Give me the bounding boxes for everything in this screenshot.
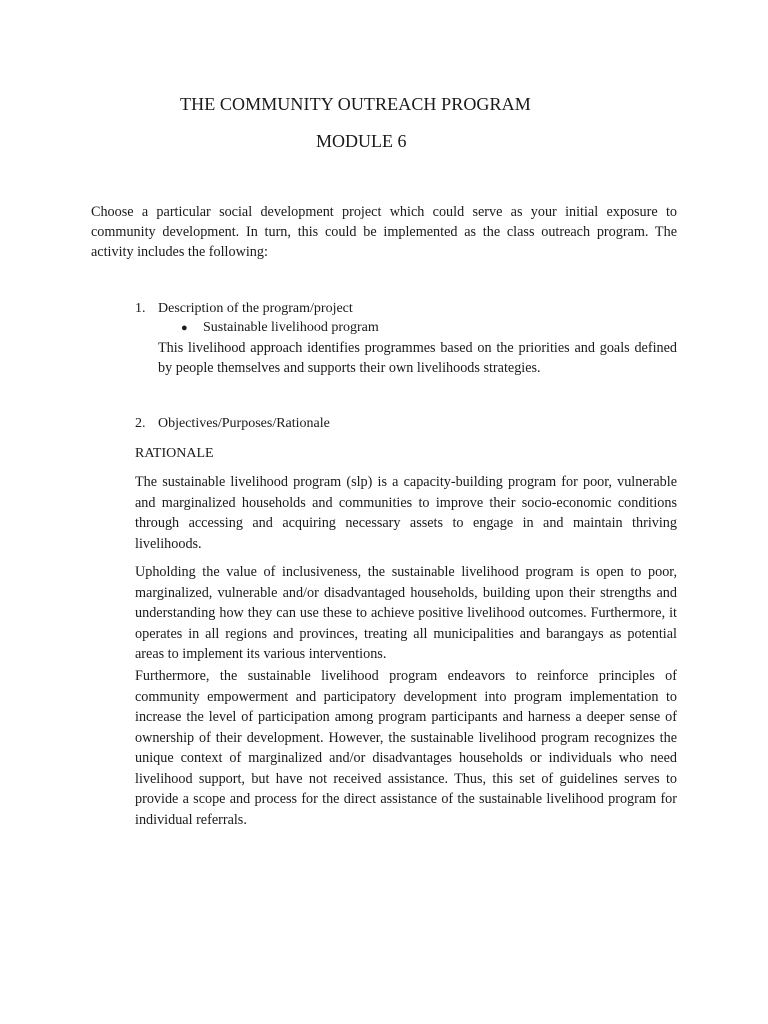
list-item-number: 1.	[135, 301, 146, 316]
module-heading: MODULE 6	[316, 131, 407, 151]
rationale-paragraph: Furthermore, the sustainable livelihood program endeavors to reinforce principles of community empowerment and participatory development into program implementation to increase the level of participation among program participants and harness a deeper sense of ownership of their development. However, the sustainable livelihood program recognizes the unique context of marginalized and/or disadvantages households or individuals who need livelihood support, but have not received assistance. Thus, this set of guidelines serves to provide a scope and process for the direct assistance of the sustainable livelihood program for individual referrals.	[135, 668, 677, 828]
list-item-label: Description of the program/project	[158, 301, 353, 316]
program-description: This livelihood approach identifies programmes based on the priorities and goals defined by people themselves and supports their own livelihoods strategies.	[158, 340, 677, 376]
rationale-heading: RATIONALE	[135, 446, 214, 461]
bullet-item-label: Sustainable livelihood program	[203, 320, 379, 335]
rationale-paragraph: Upholding the value of inclusiveness, the sustainable livelihood program is open to poor, marginalized, vulnerable and/or disadvantaged households, building upon their strengths and understanding how they can use these to achieve positive livelihood outcomes. Furthermore, it operates in all regions and provinces, treating all municipalities and barangays as potential areas to implement its various interventions.	[135, 564, 677, 662]
bullet-icon: ●	[181, 322, 188, 334]
list-item-number: 2.	[135, 416, 146, 431]
rationale-paragraph: The sustainable livelihood program (slp) is a capacity-building program for poor, vulnerable and marginalized households and communities to improve their socio-economic conditions through accessing and acquiring necessary assets to engage in and maintain thriving livelihoods.	[135, 474, 677, 552]
intro-paragraph: Choose a particular social development project which could serve as your initial exposure to community development. In turn, this could be implemented as the class outreach program. The activity includes the following:	[91, 204, 677, 260]
document-title: THE COMMUNITY OUTREACH PROGRAM	[180, 94, 531, 114]
list-item-label: Objectives/Purposes/Rationale	[158, 416, 330, 431]
